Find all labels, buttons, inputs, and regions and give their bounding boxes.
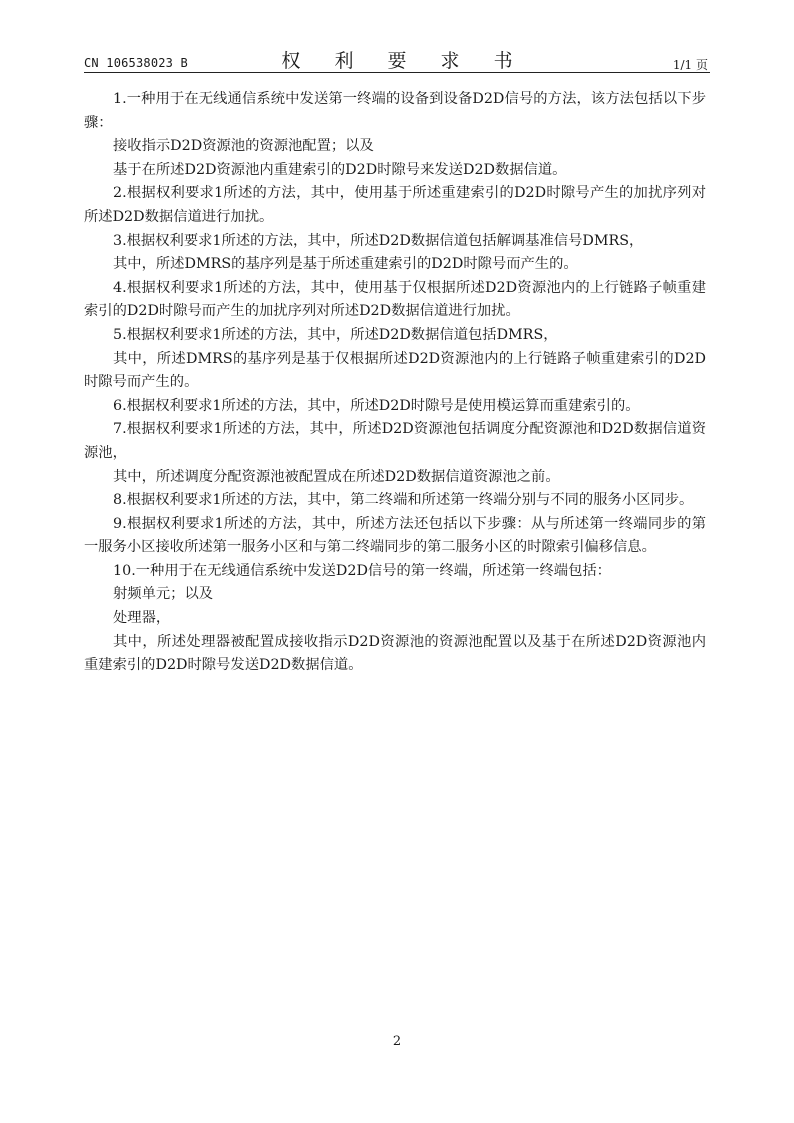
publication-number: CN 106538023 B bbox=[84, 56, 188, 70]
claim-3-detail: 其中，所述DMRS的基序列是基于所述重建索引的D2D时隙号而产生的。 bbox=[113, 256, 578, 273]
claim-1-step-1: 接收指示D2D资源池的资源池配置；以及 bbox=[113, 138, 374, 155]
claim-9: 9.根据权利要求1所述的方法，其中，所述方法还包括以下步骤：从与所述第一终端同步的第一服务小区接收所述第一服务小区和与第二终端同步的第二服务小区的时隙索引偏移信息。 bbox=[84, 515, 706, 556]
claim-10: 10.一种用于在无线通信系统中发送D2D信号的第一终端，所述第一终端包括： bbox=[113, 562, 611, 579]
document-title: 权 利 要 求 书 bbox=[281, 50, 527, 72]
claim-7-detail: 其中，所述调度分配资源池被配置成在所述D2D数据信道资源池之前。 bbox=[113, 468, 560, 485]
claim-6: 6.根据权利要求1所述的方法，其中，所述D2D时隙号是使用模运算而重建索引的。 bbox=[113, 397, 640, 414]
claim-7: 7.根据权利要求1所述的方法，其中，所述D2D资源池包括调度分配资源池和D2D数据信道资源池， bbox=[84, 421, 706, 461]
claims-body bbox=[84, 88, 706, 678]
claim-10-item-2: 处理器， bbox=[113, 610, 171, 627]
claim-5-detail: 其中，所述DMRS的基序列是基于仅根据所述D2D资源池内的上行链路子帧重建索引的D2D时隙号而产生的。 bbox=[84, 350, 706, 391]
header-divider bbox=[84, 72, 710, 73]
claim-3: 3.根据权利要求1所述的方法，其中，所述D2D数据信道包括解调基准信号DMRS， bbox=[113, 232, 644, 249]
page-header bbox=[84, 44, 710, 74]
claim-10-item-1: 射频单元；以及 bbox=[113, 586, 214, 603]
page-label: 1/1 页 bbox=[672, 58, 708, 72]
claim-8: 8.根据权利要求1所述的方法，其中，第二终端和所述第一终端分别与不同的服务小区同步。 bbox=[113, 492, 694, 509]
claim-1: 1.一种用于在无线通信系统中发送第一终端的设备到设备D2D信号的方法，该方法包括以下步骤： bbox=[84, 91, 706, 131]
claim-1-step-2: 基于在所述D2D资源池内重建索引的D2D时隙号来发送D2D数据信道。 bbox=[113, 161, 567, 178]
claim-4: 4.根据权利要求1所述的方法，其中，使用基于仅根据所述D2D资源池内的上行链路子帧重建索引的D2D时隙号而产生的加扰序列对所述D2D数据信道进行加扰。 bbox=[84, 279, 706, 320]
footer-page-number: 2 bbox=[392, 1034, 402, 1049]
claim-5: 5.根据权利要求1所述的方法，其中，所述D2D数据信道包括DMRS， bbox=[113, 326, 558, 343]
claim-10-detail: 其中，所述处理器被配置成接收指示D2D资源池的资源池配置以及基于在所述D2D资源池内重建索引的D2D时隙号发送D2D数据信道。 bbox=[84, 633, 706, 674]
claim-2: 2.根据权利要求1所述的方法，其中，使用基于所述重建索引的D2D时隙号产生的加扰序列对所述D2D数据信道进行加扰。 bbox=[84, 185, 706, 225]
